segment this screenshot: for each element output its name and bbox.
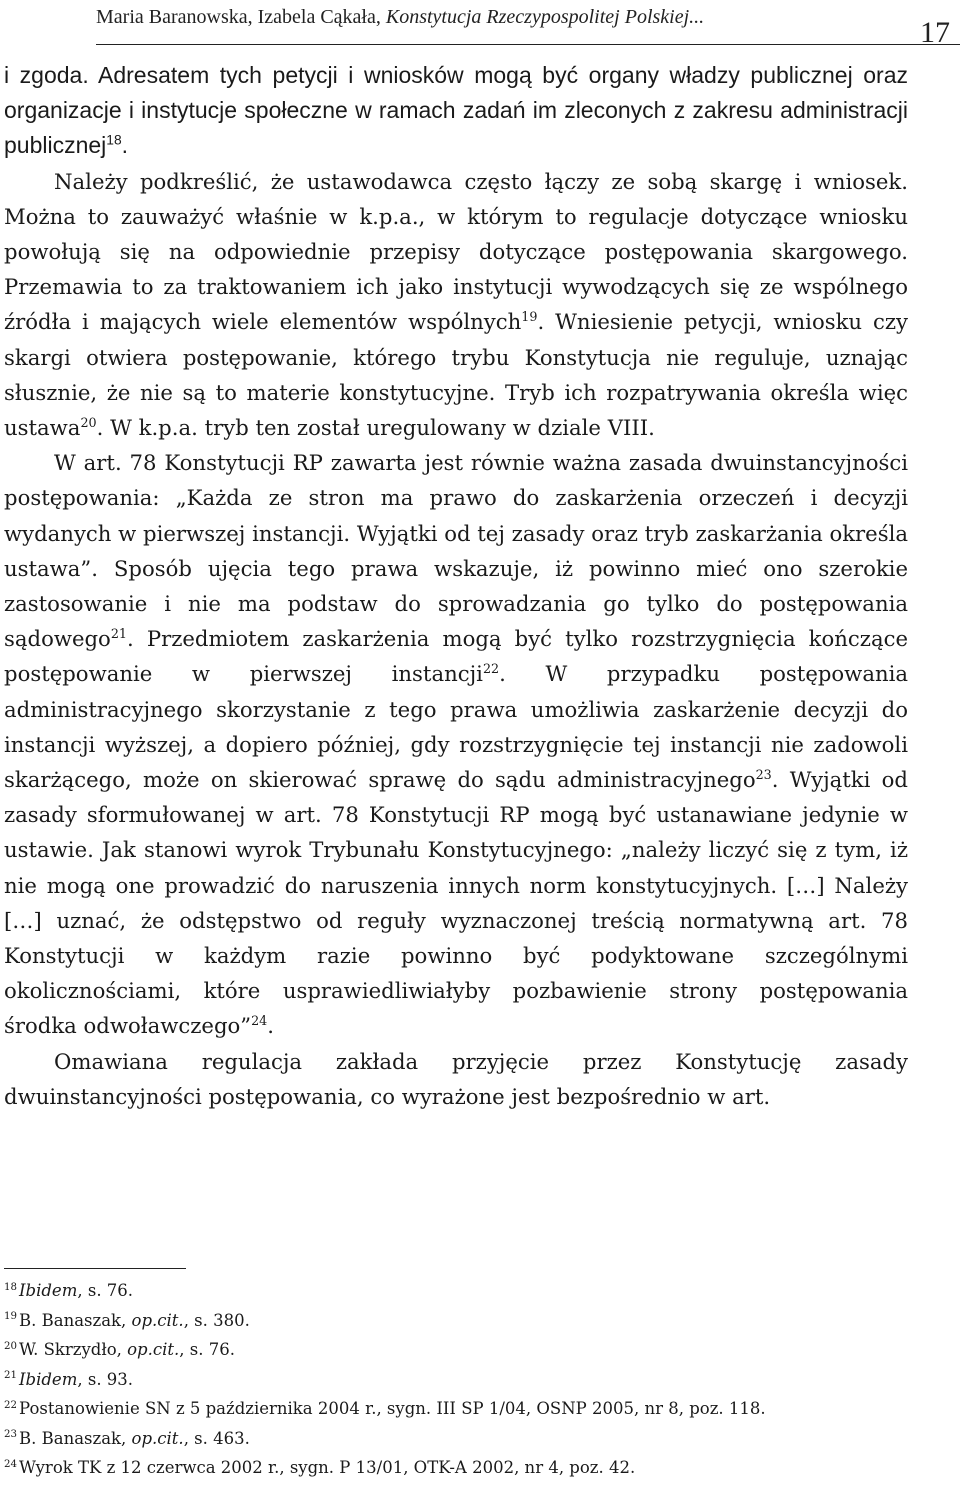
text-run: . W k.p.a. tryb ten został uregulowany w dziale VIII. [96, 415, 655, 441]
footnote-18 [4, 1276, 924, 1306]
footnote-21 [4, 1365, 924, 1395]
footnote-ref-24: 24 [251, 1013, 268, 1029]
header-title: Konstytucja Rzeczypospolitej Polskiej... [385, 6, 705, 28]
footnote-text: , s. 463. [183, 1428, 250, 1448]
paragraph-3 [4, 445, 908, 1043]
footnote-number: 19 [4, 1311, 18, 1322]
text-run: . Przedmiotem zaskarżenia mogą być tylko rozstrzygnięcia kończące postępowanie w pierwszej instancji [4, 626, 908, 687]
footnote-ref-23: 23 [755, 767, 772, 782]
text-run: . W przypadku postępowania administracyjnego skorzystanie z tego prawa umożliwia zaskarżenie decyzji do instancji wyższej, a dopiero później, gdy rozstrzygnięcie tej instancji nie zadowoli skarżącego, może on skierować sprawę do sądu administracyjnego [4, 661, 909, 793]
footnote-text: , s. 380. [183, 1310, 250, 1330]
footnote-number: 22 [4, 1399, 18, 1411]
footnote-italic: Ibidem [19, 1369, 78, 1389]
footnote-text: , s. 76. [77, 1281, 134, 1300]
footnote-number: 20 [4, 1340, 18, 1352]
text-run: i zgoda. Adresatem tych petycji i wniosków mogą być organy władzy publicznej oraz organizacje i instytucje społeczne w ramach zadań im zleconych z zakresu administracji publicznej [4, 62, 908, 159]
footnote-rule [4, 1268, 186, 1269]
footnote-ref-20: 20 [80, 414, 97, 430]
footnote-ref-19: 19 [521, 309, 538, 325]
footnote-author: B. Banaszak, [19, 1428, 132, 1448]
footnote-ref-22: 22 [482, 661, 500, 677]
footnote-ref-18: 18 [106, 132, 122, 148]
footnote-number: 21 [4, 1370, 18, 1381]
text-run: Należy podkreślić, że ustawodawca często łączy ze sobą skargę i wniosek. Można to zauważyć właśnie w k.p.a., w którym to regulacje dotyczące wniosku powołują się na odpowiednie przepisy dotyczące postępowania skargowego. Przemawia to za traktowaniem ich jako instytucji wywodzących się ze wspólnego źródła i mających wiele elementów wspólnych [4, 168, 908, 335]
footnote-text: Postanowienie SN z 5 października 2004 r., sygn. III SP 1/04, OSNP 2005, nr 8, poz. 118. [19, 1399, 766, 1418]
footnote-italic: Ibidem [19, 1281, 78, 1300]
text-run: . [121, 132, 129, 159]
page-number: 17 [920, 16, 950, 49]
footnote-20 [4, 1335, 924, 1365]
footnote-ref-21: 21 [110, 626, 128, 642]
footnote-19 [4, 1306, 924, 1336]
footnote-italic: op.cit. [127, 1340, 180, 1359]
running-header [96, 6, 886, 29]
footnote-text: , s. 93. [77, 1369, 134, 1389]
footnote-23 [4, 1424, 924, 1454]
footnote-author: W. Skrzydło, [19, 1340, 128, 1359]
footnotes [4, 1276, 924, 1483]
text-run: . Wyjątki od zasady sformułowanej w art. 78 Konstytucji RP mogą być ustanawiane jedynie w ustawie. Jak stanowi wyrok Trybunału Konstytucyjnego: „należy liczyć się z tym, iż nie mogą one prowadzić do naruszenia innych norm konstytucyjnych. […] Należy […] uznać, że odstępstwo od reguły wyznaczonej treścią normatywną art. 78 Konstytucji w każdym razie powinno być podyktowane szczególnymi okolicznościami, które usprawiedliwiałyby pozbawienie strony postępowania środka odwoławczego” [4, 767, 908, 1039]
footnote-number: 23 [4, 1429, 18, 1440]
footnote-number: 24 [4, 1458, 18, 1470]
footnote-text: Wyrok TK z 12 czerwca 2002 r., sygn. P 13/01, OTK-A 2002, nr 4, poz. 42. [19, 1458, 636, 1477]
header-rule [96, 44, 960, 45]
text-run: W art. 78 Konstytucji RP zawarta jest równie ważna zasada dwuinstancyjności postępowania: „Każda ze stron ma prawo do zaskarżenia orzeczeń i decyzji wydanych w pierwszej instancji. Wyjątki od tej zasady oraz tryb zaskarżania określa ustawa”. Sposób ujęcia tego prawa wskazuje, iż powinno mieć ono szerokie zastosowanie i nie ma podstaw do sprowadzania go tylko do postępowania sądowego [4, 450, 908, 652]
body-text [4, 58, 908, 1114]
footnote-author: B. Banaszak, [19, 1310, 132, 1330]
paragraph-4 [4, 1044, 908, 1114]
footnote-italic: op.cit. [131, 1310, 184, 1330]
header-authors: Maria Baranowska, Izabela Cąkała, [96, 6, 386, 28]
footnote-italic: op.cit. [131, 1428, 184, 1448]
footnote-24 [4, 1453, 924, 1483]
text-run: . [267, 1013, 275, 1039]
footnote-number: 18 [4, 1281, 18, 1293]
text-run: Omawiana regulacja zakłada przyjęcie przez Konstytucję zasady dwuinstancyjności postępowania, co wyrażone jest bezpośrednio w art. [4, 1048, 908, 1109]
paragraph-2 [4, 164, 908, 446]
paragraph-1 [4, 58, 908, 164]
text-run: . Wniesienie petycji, wniosku czy skargi otwiera postępowanie, którego trybu Konstytucja nie reguluje, uznając słusznie, że nie są to materie konstytucyjne. Tryb ich rozpatrywania określa więc ustawa [4, 309, 908, 441]
footnote-22 [4, 1394, 924, 1424]
footnote-text: , s. 76. [179, 1340, 235, 1359]
